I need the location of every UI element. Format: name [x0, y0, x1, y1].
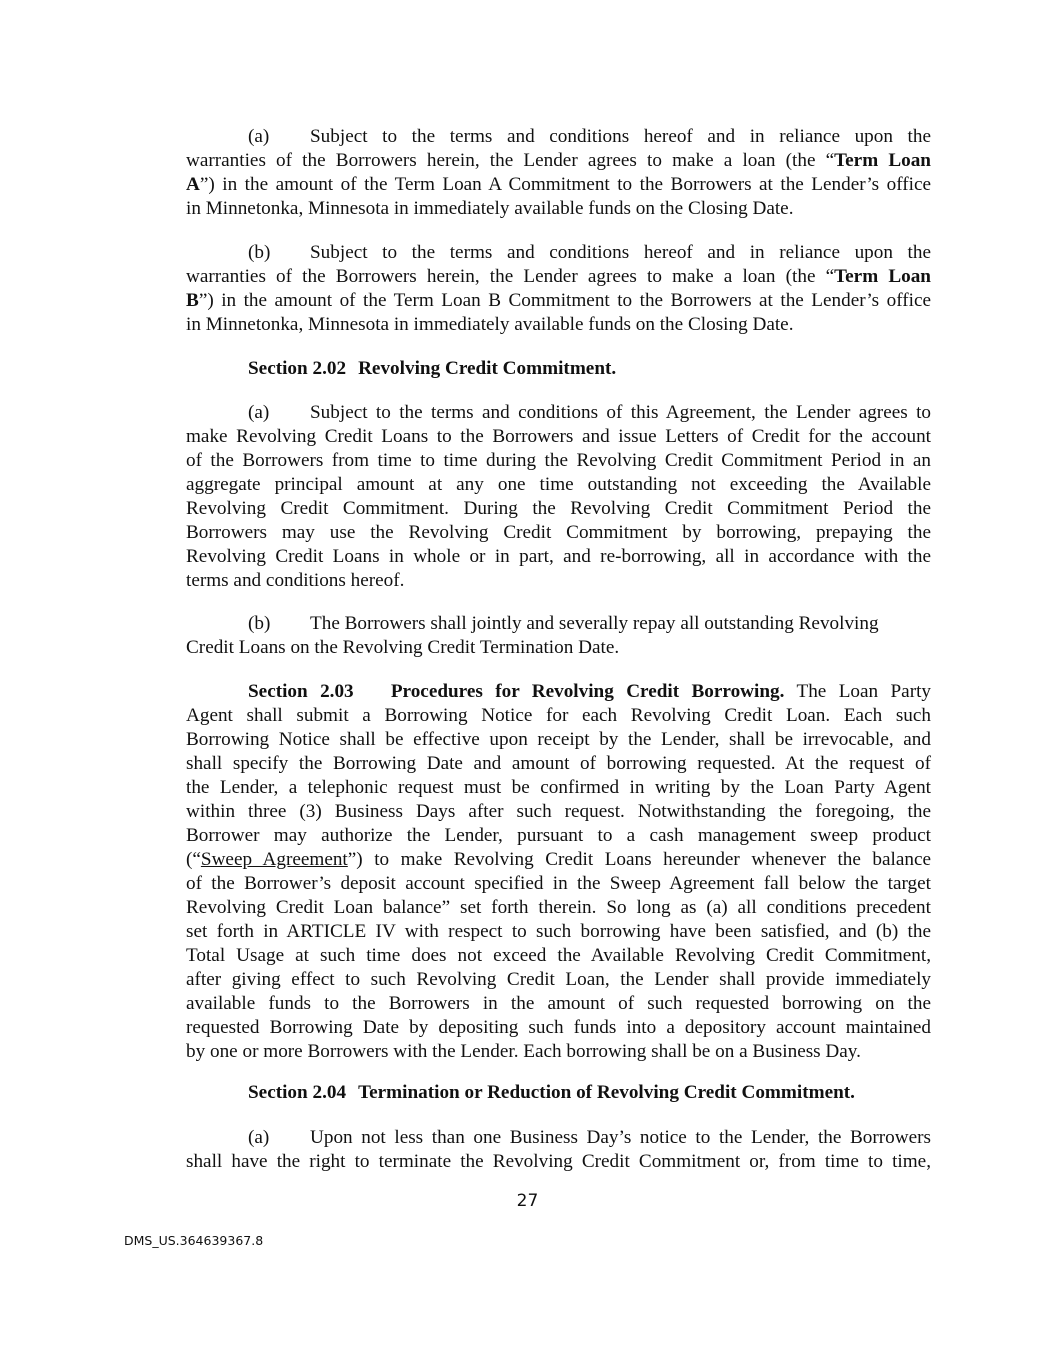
document-id: DMS_US.364639367.8	[124, 1233, 264, 1248]
section-2-03-paragraph: Section 2.03 Procedures for Revolving Credit Borrowing. The Loan Party Agent shall submit a Borrowing Notice for each Revolving Credit Loan. Each such Borrowing Notice shall be effective upon receipt by the Lender, shall be irrevocable, and shall specify the Borrowing Date and amount of borrowing requested. At the request of the Lender, a telephonic request must be confirmed in writing by the Loan Party Agent within three (3) Business Days after such request. Notwithstanding the foregoing, the Borrower may authorize the Lender, pursuant to a cash management sweep product (“Sweep Agreement”) to make Revolving Credit Loans hereunder whenever the balance of the Borrower’s deposit account specified in the Sweep Agreement fall below the target Revolving Credit Loan balance” set forth therein. So long as (a) all conditions precedent set forth in ARTICLE IV with respect to such borrowing have been satisfied, and (b) the Total Usage at such time does not exceed the Available Revolving Credit Commitment, after giving effect to such Revolving Credit Loan, the Lender shall provide immediately available funds to the Borrowers in the amount of such requested borrowing on the requested Borrowing Date by depositing such funds into a depository account maintained by one or more Borrowers with the Lender. Each borrowing shall be on a Business Day.	[186, 681, 932, 1062]
section-heading-2-04	[248, 1081, 855, 1105]
paragraph-label: (b)	[248, 613, 271, 634]
section-number: Section 2.03	[248, 681, 354, 702]
paragraph-label: (a)	[248, 126, 270, 147]
section-title: Revolving Credit Commitment.	[358, 358, 617, 379]
section-number: Section 2.02	[248, 358, 347, 379]
section-heading-2-02	[248, 357, 616, 381]
defined-term: B	[186, 290, 199, 311]
section-number: Section 2.04	[248, 1082, 347, 1103]
paragraph-label: (a)	[248, 1127, 270, 1148]
section-title: Termination or Reduction of Revolving Credit Commitment.	[358, 1082, 855, 1103]
defined-term: Term Loan	[834, 266, 931, 287]
termination-paragraph-a: (a) Upon not less than one Business Day’s notice to the Lender, the Borrowers shall have the right to terminate the Revolving Credit Commitment or, from time to time,	[186, 1127, 931, 1172]
paragraph-label: (b)	[248, 242, 271, 263]
section-title: Procedures for Revolving Credit Borrowing.	[390, 681, 785, 702]
page-number: 27	[516, 1191, 539, 1211]
defined-term-sweep-agreement: Sweep Agreement	[200, 849, 348, 870]
revolving-commitment-paragraph-a: (a) Subject to the terms and conditions of this Agreement, the Lender agrees to make Revolving Credit Loans to the Borrowers and issue Letters of Credit for the account of the Borrowers from time to time during the Revolving Credit Commitment Period in an aggregate principal amount at any one time outstanding not exceeding the Available Revolving Credit Commitment. During the Revolving Credit Commitment Period the Borrowers may use the Revolving Credit Commitment by borrowing, prepaying the Revolving Credit Loans in whole or in part, and re-borrowing, all in accordance with the terms and conditions hereof.	[186, 402, 931, 591]
defined-term: Term Loan	[834, 150, 931, 171]
revolving-commitment-paragraph-b: (b) The Borrowers shall jointly and severally repay all outstanding Revolving Credit Loans on the Revolving Credit Termination Date.	[186, 613, 879, 658]
term-loan-a-paragraph: (a) Subject to the terms and conditions hereof and in reliance upon the warranties of the Borrowers herein, the Lender agrees to make a loan (the “Term Loan A”) in the amount of the Term Loan A Commitment to the Borrowers at the Lender’s office in Minnetonka, Minnesota in immediately available funds on the Closing Date.	[186, 126, 931, 219]
defined-term: A	[186, 174, 200, 195]
paragraph-label: (a)	[248, 402, 270, 423]
term-loan-b-paragraph: (b) Subject to the terms and conditions hereof and in reliance upon the warranties of the Borrowers herein, the Lender agrees to make a loan (the “Term Loan B”) in the amount of the Term Loan B Commitment to the Borrowers at the Lender’s office in Minnetonka, Minnesota in immediately available funds on the Closing Date.	[186, 242, 931, 335]
